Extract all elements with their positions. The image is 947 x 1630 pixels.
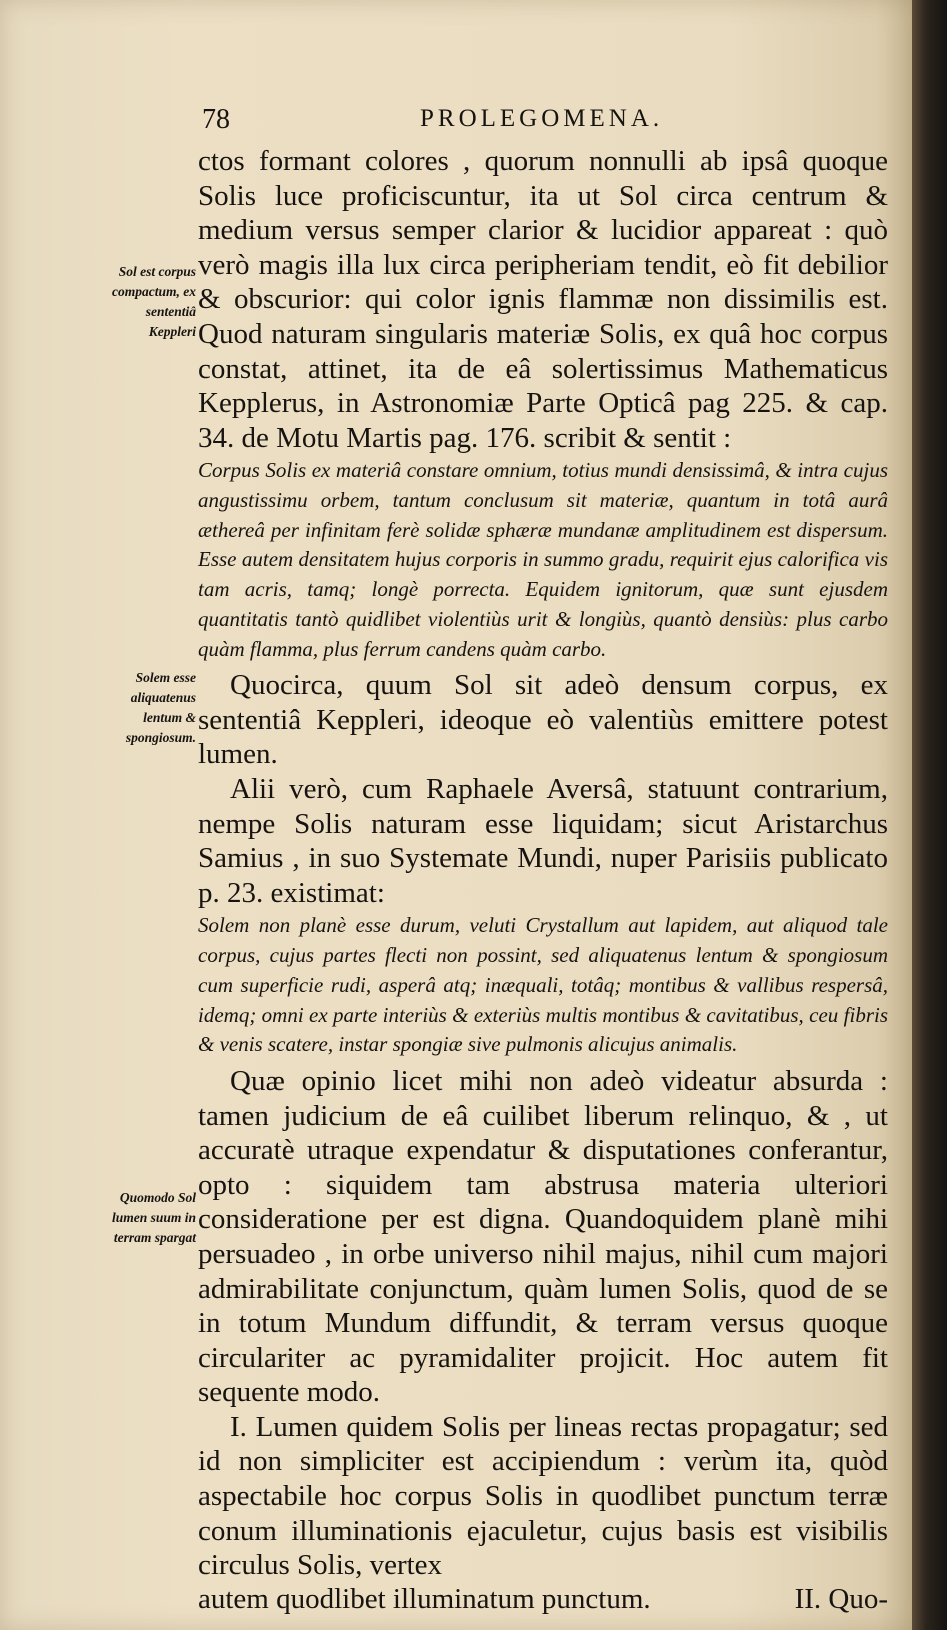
page-edge-shadow bbox=[912, 0, 947, 1630]
page-number: 78 bbox=[202, 104, 230, 135]
paragraph-lumen-end: autem quodlibet illuminatum punctum. bbox=[198, 1582, 651, 1615]
quotation-aristarchus: Solem non planè esse durum, veluti Crystallum aut lapidem, aut aliquod tale corpus, cujus partes flecti non possint, sed aliquatenus lentum & spongiosum cum superficie rudi, asperâ atq; inæquali, totâq; montibus & vallibus respersâ, idemq; omni ex parte interiùs & exteriùs multis montibus & cavitatibus, ceu fibris & venis scatere, instar spongiæ sive pulmonis alicujus animalis. bbox=[198, 913, 888, 1057]
catchword: II. Quo- bbox=[794, 1582, 888, 1615]
running-title: PROLEGOMENA. bbox=[420, 105, 664, 132]
margin-note-kepler: Sol est corpus compactum, ex sententiâ Keppleri bbox=[112, 264, 196, 339]
margin-note-spongiosum: Solem esse aliquatenus lentum & spongiosum. bbox=[125, 670, 196, 745]
paragraph-alii: Alii verò, cum Raphaele Aversâ, statuunt contrarium, nempe Solis naturam esse liquidam; sicut Aristarchus Samius , in suo Systemate Mundi, nuper Parisiis publicato p. 23. existimat: bbox=[198, 773, 888, 909]
paragraph-opinio: Quæ opinio licet mihi non adeò videatur absurda : tamen judicium de eâ cuilibet liberum relinquo, & , ut accuratè utraque expendatur & disputationes conferantur, opto : siquidem tam abstrusa materia ulteriori consideratione per est digna. Quandoquidem planè mihi persuadeo , in orbe universo nihil majus, nihil cum majori admirabilitate conjunctum, quàm lumen Solis, quod de se in totum Mundum diffundit, & terram versus quoque circulariter ac pyramidaliter projicit. Hoc autem fit sequente modo. bbox=[198, 1064, 888, 1409]
main-text bbox=[198, 144, 888, 1618]
page-header bbox=[200, 104, 900, 140]
final-line bbox=[198, 1583, 888, 1618]
quotation-kepler: Corpus Solis ex materiâ constare omnium, totius mundi densissimâ, & intra cujus angustissimu orbem, tantum conclusum sit materiæ, quantum in totâ aurâ æthereâ per infinitam ferè solidæ sphæræ mundanæ amplitudinem est dispersum. Esse autem densitatem hujus corporis in summo gradu, requirit ejus calorifica vis tam acris, tamq; longè porrecta. Equidem ignitorum, quæ sunt ejusdem quantitatis tantò quidlibet violentiùs urit & longiùs, quantò densiùs: plus carbo quàm flamma, plus ferrum candens quàm carbo. bbox=[198, 458, 888, 661]
paragraph-colores: ctos formant colores , quorum nonnulli ab ipsâ quoque Solis luce proficiscuntur, ita ut Sol circa centrum & medium versus semper clarior & lucidior appareat : quò verò magis illa lux circa peripheriam tendit, eò fit debilior & obscurior: qui color ignis flammæ non dissimilis est. Quod naturam singularis materiæ Solis, ex quâ hoc corpus constat, attinet, ita de eâ solertissimus Mathematicus Kepplerus, in Astronomiæ Parte Opticâ pag 225. & cap. 34. de Motu Martis pag. 176. scribit & sentit : bbox=[198, 145, 888, 454]
paragraph-quocirca: Quocirca, quum Sol sit adeò densum corpus, ex sententiâ Keppleri, ideoque eò valentiùs emittere potest lumen. bbox=[198, 669, 888, 771]
margin-note-lumen: Quomodo Sol lumen suum in terram spargat bbox=[111, 1190, 196, 1245]
paragraph-lumen: I. Lumen quidem Solis per lineas rectas propagatur; sed id non simpliciter est accipiendum : verùm ita, quòd aspectabile hoc corpus Solis in quodlibet punctum terræ conum illuminationis ejaculetur, cujus basis est visibilis circulus Solis, vertex bbox=[198, 1410, 888, 1582]
